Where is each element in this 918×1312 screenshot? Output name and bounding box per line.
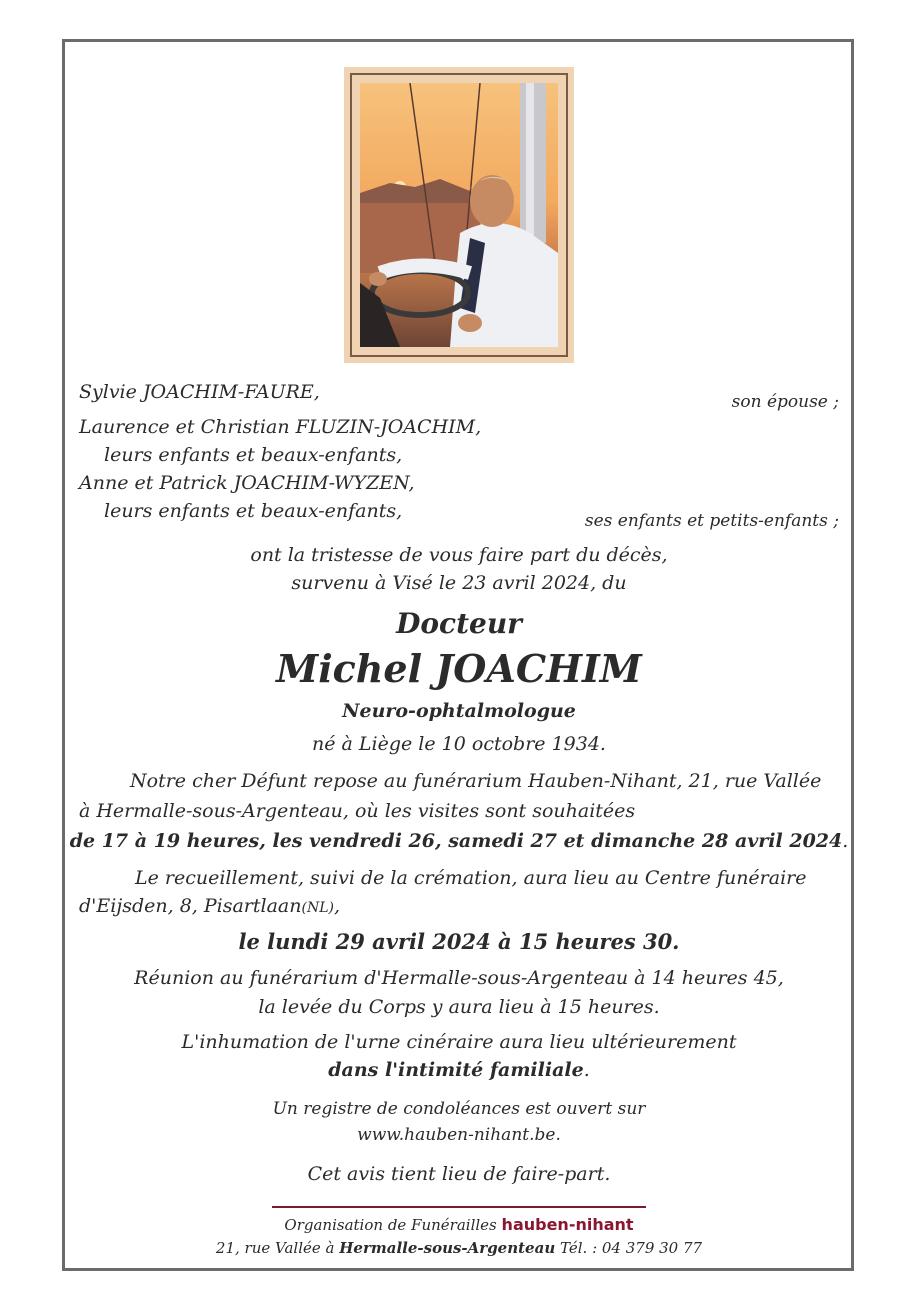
child1-name: Laurence et Christian FLUZIN-JOACHIM, bbox=[79, 416, 482, 438]
burial-line1: L'inhumation de l'urne cinéraire aura lieu ultérieurement bbox=[181, 1031, 737, 1053]
burial-line2-wrap bbox=[0, 1059, 918, 1081]
burial-line2: dans l'intimité familiale bbox=[328, 1059, 584, 1081]
portrait-mat bbox=[344, 67, 574, 363]
visits-line2: à Hermalle-sous-Argenteau, où les visites sont souhaitées bbox=[79, 800, 636, 822]
visits-line1: Notre cher Défunt repose au funérarium Hauben-Nihant, 21, rue Vallée bbox=[130, 770, 822, 792]
spouse-role: son épouse ; bbox=[731, 392, 839, 412]
footer-phone: Tél. : 04 379 30 77 bbox=[560, 1239, 703, 1257]
ceremony-line2-wrap bbox=[79, 895, 340, 917]
visits-hours-line bbox=[0, 830, 918, 852]
deceased-name: Michel JOACHIM bbox=[276, 646, 642, 691]
ceremony-line2: d'Eijsden, 8, Pisartlaan bbox=[79, 895, 302, 917]
deceased-profession: Neuro-ophtalmologue bbox=[342, 700, 576, 722]
condolences-url[interactable]: www.hauben-nihant.be. bbox=[357, 1125, 561, 1145]
spouse-name: Sylvie JOACHIM-FAURE, bbox=[79, 381, 320, 403]
footer-org-line bbox=[0, 1215, 918, 1234]
child2-name: Anne et Patrick JOACHIM-WYZEN, bbox=[79, 472, 415, 494]
children-role: ses enfants et petits-enfants ; bbox=[584, 511, 839, 531]
deceased-birth: né à Liège le 10 octobre 1934. bbox=[312, 733, 606, 755]
meeting-line2: la levée du Corps y aura lieu à 15 heures. bbox=[258, 996, 660, 1018]
ceremony-date: le lundi 29 avril 2024 à 15 heures 30. bbox=[238, 929, 680, 954]
visits-hours: de 17 à 19 heures, les vendredi 26, samedi 27 et dimanche 28 avril 2024 bbox=[69, 830, 843, 852]
announcement-line1: ont la tristesse de vous faire part du décès, bbox=[250, 544, 668, 566]
meeting-line1: Réunion au funérarium d'Hermalle-sous-Argenteau à 14 heures 45, bbox=[134, 967, 784, 989]
footer-brand-logo: hauben-nihant bbox=[501, 1215, 634, 1234]
footer-addr-prefix: 21, rue Vallée à bbox=[215, 1239, 335, 1257]
ceremony-line1: Le recueillement, suivi de la crémation, aura lieu au Centre funéraire bbox=[135, 867, 807, 889]
footer-address-line bbox=[0, 1239, 918, 1257]
notice: Cet avis tient lieu de faire-part. bbox=[307, 1163, 611, 1185]
child1-sub: leurs enfants et beaux-enfants, bbox=[104, 444, 403, 466]
footer-addr-town: Hermalle-sous-Argenteau bbox=[339, 1239, 556, 1257]
deceased-title: Docteur bbox=[396, 607, 522, 640]
footer-org-label: Organisation de Funérailles bbox=[284, 1216, 497, 1234]
ceremony-line2-end: , bbox=[333, 895, 341, 917]
burial-line2-end: . bbox=[583, 1059, 590, 1081]
condolences-line1: Un registre de condoléances est ouvert sur bbox=[272, 1099, 646, 1119]
footer-rule bbox=[272, 1206, 646, 1208]
portrait-photo bbox=[360, 83, 558, 347]
ceremony-country: (NL) bbox=[301, 900, 334, 916]
visits-hours-end: . bbox=[842, 830, 849, 852]
sailing-portrait-image bbox=[360, 83, 558, 347]
child2-sub: leurs enfants et beaux-enfants, bbox=[104, 500, 403, 522]
announcement-line2: survenu à Visé le 23 avril 2024, du bbox=[291, 572, 627, 594]
